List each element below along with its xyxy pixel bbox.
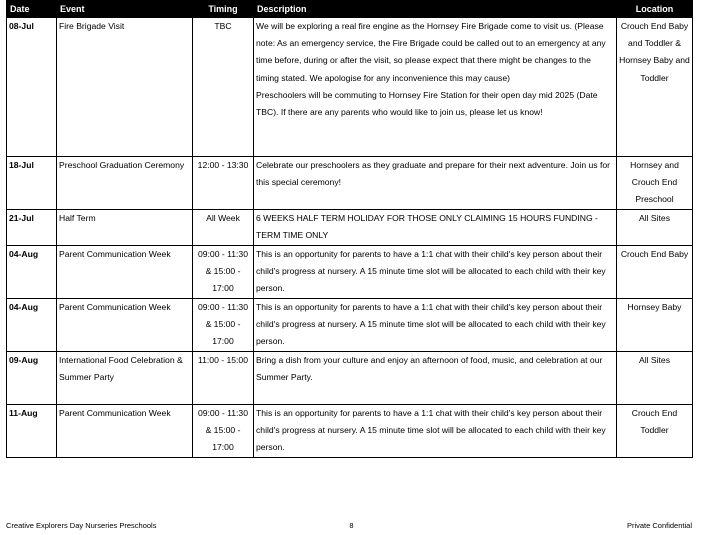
table-row bbox=[7, 352, 693, 405]
cell-location: All Sites bbox=[617, 210, 693, 246]
cell-location: Hornsey and Crouch End Preschool bbox=[617, 157, 693, 210]
description-paragraph: We will be exploring a real fire engine as the Hornsey Fire Brigade come to visit us. (Please note: As an emergency service, the Fire Brigade could be called out to an emergency at any time before, during or after the visit, so please expect that there might be changes to the timing stated. We apologise for any inconvenience this may cause) bbox=[256, 21, 606, 83]
cell-event: International Food Celebration & Summer Party bbox=[57, 352, 193, 405]
cell-event: Parent Communication Week bbox=[57, 299, 193, 352]
table-row bbox=[7, 299, 693, 352]
cell-date: 11-Aug bbox=[7, 405, 57, 458]
header-location: Location bbox=[617, 1, 693, 18]
cell-description: 6 WEEKS HALF TERM HOLIDAY FOR THOSE ONLY CLAIMING 15 HOURS FUNDING - TERM TIME ONLY bbox=[254, 210, 617, 246]
header-description: Description bbox=[254, 1, 617, 18]
cell-description: Bring a dish from your culture and enjoy an afternoon of food, music, and celebration at our Summer Party. bbox=[254, 352, 617, 405]
cell-date: 04-Aug bbox=[7, 246, 57, 299]
cell-timing: TBC bbox=[193, 18, 254, 157]
table-row bbox=[7, 246, 693, 299]
events-table bbox=[6, 0, 693, 458]
cell-timing: 12:00 - 13:30 bbox=[193, 157, 254, 210]
cell-location: Hornsey Baby bbox=[617, 299, 693, 352]
table-row bbox=[7, 405, 693, 458]
cell-date: 08-Jul bbox=[7, 18, 57, 157]
table-header-row bbox=[7, 1, 693, 18]
cell-timing: 11:00 - 15:00 bbox=[193, 352, 254, 405]
cell-event: Parent Communication Week bbox=[57, 246, 193, 299]
cell-description: This is an opportunity for parents to have a 1:1 chat with their child's key person about their child's progress at nursery. A 15 minute time slot will be allocated to each child with their key person. bbox=[254, 299, 617, 352]
cell-date: 18-Jul bbox=[7, 157, 57, 210]
cell-description bbox=[254, 18, 617, 157]
cell-event: Parent Communication Week bbox=[57, 405, 193, 458]
cell-timing: 09:00 - 11:30 & 15:00 - 17:00 bbox=[193, 299, 254, 352]
footer-confidentiality: Private Confidential bbox=[626, 521, 692, 530]
header-event: Event bbox=[57, 1, 193, 18]
cell-description: This is an opportunity for parents to have a 1:1 chat with their child's key person about their child's progress at nursery. A 15 minute time slot will be allocated to each child with their key person. bbox=[254, 246, 617, 299]
cell-location: Crouch End Toddler bbox=[617, 405, 693, 458]
footer-page-number: 8 bbox=[349, 521, 354, 530]
cell-date: 09-Aug bbox=[7, 352, 57, 405]
table-row bbox=[7, 157, 693, 210]
header-timing: Timing bbox=[193, 1, 254, 18]
cell-event: Half Term bbox=[57, 210, 193, 246]
cell-description: Celebrate our preschoolers as they graduate and prepare for their next adventure. Join us for this special ceremony! bbox=[254, 157, 617, 210]
cell-timing: All Week bbox=[193, 210, 254, 246]
cell-date: 21-Jul bbox=[7, 210, 57, 246]
cell-event: Preschool Graduation Ceremony bbox=[57, 157, 193, 210]
description-paragraph: Preschoolers will be commuting to Hornsey Fire Station for their open day mid 2025 (Date TBC). If there are any parents who would like to join us, please let us know! bbox=[256, 89, 598, 118]
cell-timing: 09:00 - 11:30 & 15:00 - 17:00 bbox=[193, 405, 254, 458]
table-row bbox=[7, 210, 693, 246]
cell-location: Crouch End Baby bbox=[617, 246, 693, 299]
cell-event: Fire Brigade Visit bbox=[57, 18, 193, 157]
table-row bbox=[7, 18, 693, 157]
cell-location: Crouch End Baby and Toddler & Hornsey Baby and Toddler bbox=[617, 18, 693, 157]
cell-date: 04-Aug bbox=[7, 299, 57, 352]
cell-timing: 09:00 - 11:30 & 15:00 - 17:00 bbox=[193, 246, 254, 299]
footer-company-name: Creative Explorers Day Nurseries Preschools bbox=[6, 521, 157, 530]
cell-location: All Sites bbox=[617, 352, 693, 405]
header-date: Date bbox=[7, 1, 57, 18]
cell-description: This is an opportunity for parents to have a 1:1 chat with their child's key person about their child's progress at nursery. A 15 minute time slot will be allocated to each child with their key person. bbox=[254, 405, 617, 458]
